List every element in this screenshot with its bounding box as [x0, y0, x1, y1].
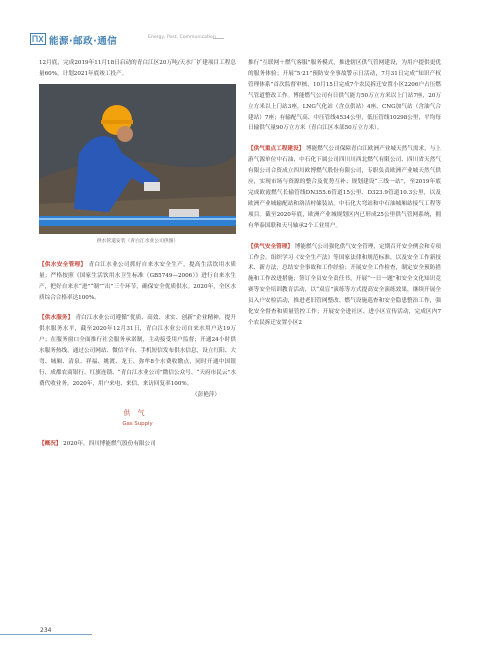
intro-paragraph: 12月底，完成2019年11月18日启动的青白江区20万吨/天水厂扩建项目工程总量60%，计划2021年底竣工投产。 [39, 60, 236, 77]
water-service-paragraph [39, 313, 236, 389]
gas-safety-heading: 【供气安全管理】 [248, 243, 293, 250]
gas-overview-heading: 【概况】 [39, 440, 62, 447]
right-column [248, 58, 441, 329]
gas-overview-text: 2020年，四川博能燃气股份有限公司 [63, 440, 156, 447]
gas-section-subtitle: Gas Supply [122, 420, 153, 427]
gas-projects-paragraph [248, 144, 441, 231]
photo-illustration [39, 84, 236, 234]
gas-projects-heading: 【供气重点工程建设】 [248, 146, 305, 153]
gas-safety-text: 博能燃气公司强化供气安全管理，定期召开安全例会和专项工作会，组织学习《安全生产法》等国家法律和规范标准，以及安全工作新技术、新方法，总结安全事故和工作经验；开展安全工作检查，制定安全预防措施和工作改进措施；签订全员安全责任书，开展“一日一题”和安全文化知识竞赛等安全培训教育活动，以“双盲”演练等方式提高安全演练效果，继续开展全员入户安检活动，推进老旧管网整改、燃气设施巡查和安全隐患整治工作，强化安全督查和质量管控工作；开展安全进社区、进小区宣传活动，完成区内7个农民拆迁安置小区2 [248, 243, 441, 326]
left-column [39, 58, 236, 450]
stamp-logo-icon [30, 33, 46, 45]
water-safety-heading: 【供水安全管理】 [39, 261, 87, 268]
header-title: 能源·邮政·通信 [49, 36, 118, 47]
gas-section-title: 供气 [123, 408, 152, 417]
author-signature: （彭艳萍） [192, 391, 220, 398]
gas-projects-text: 博能燃气公司保障青白江欧洲产业城天然气需求，与上游气源单位中石油、中石化下属公司四川川西北燃气有限公司、四川省天然气有限公司合资成立四川欧博燃气股份有限公司，专职负责欧洲产业城天然气供应，实现市场与资源的整合及优势互补；规划建设“三线一站”，至2019年底完成欧霞燃气长输管线DN355.6管道15公里、D323.9管道10.3公里，以及欧洲产业城输配站和洛洁村储装站，中石化大弯站和中石油城厢站接气工程等项目。截至2020年底，欧洲产业城规划区内已形成25公里供气管网系统，拥有华泰国联和天马轴承2个工业用户。 [248, 146, 441, 229]
gas-safety-paragraph [248, 242, 441, 329]
water-safety-paragraph [39, 260, 236, 304]
pipeline-installation-photo [39, 84, 236, 234]
page-header [0, 0, 480, 48]
header-rule [213, 38, 224, 39]
page-number: 234 [40, 627, 52, 634]
header-subtitle: Energy, Post, Communication [148, 35, 216, 40]
water-safety-text: 青白江水业公司抓好自来水安全生产，提高生活饮用水质量；严格按照《国家生活饮用水卫生标准（GB5749—2006）》进行自来水生产，把好自来水“进”“制”“出”三个环节，确保安全优质供水。2020年，全区水质综合合格率达100%。 [39, 261, 236, 301]
water-service-text: 青白江水业公司遵循“优质、高效、求实、创新”企业精神，提升供水服务水平，截至2020年12月31日，青白江水业公司自来水用户达19万户；在服务窗口全面推行社会服务承诺制，主动接受用户监督；开通24小时供水服务热线，通过公司网站、微信平台、手机短信发布供水信息，设立红阳、大弯、城厢、清泉、祥福、姚渡、龙王、弥牟8个水费收缴点，同时开通中国银行、成都农商银行、红旗连锁、“青白江水业公司”微信公众号、“天府市民云”水费代收业务。2020年，用户来电、来信、来访回复率100%。 [39, 315, 236, 387]
water-service-heading: 【供水服务】 [39, 315, 74, 322]
gas-overview-paragraph [39, 439, 236, 450]
gas-overview-continued: 推行“互联网＋燃气客服”服务模式，推进辖区供气管网建设，为用户提供更优的服务体验；开展“5·21”预防安全事故警示日活动，7月31日完成“知识产权管理体系”首次监督审核，10月15日完成7个农民拆迁安置小区2206户占压燃气管道整改工作。博能燃气公司有日供气能力50万立方米以上门站7座，20万立方米以上门站3座，LNG气化站（含点供站）4座，CNG加气站（含油气合建站）7座；有输配气高、中压管线4534公里，低压管线10298公里，平均每日输供气量90万立方米（青白江区本部50万立方米）。 [248, 60, 441, 132]
footer-rule [0, 634, 92, 635]
photo-caption: 供水管道安装（青白江水业公司供图） [96, 238, 179, 244]
